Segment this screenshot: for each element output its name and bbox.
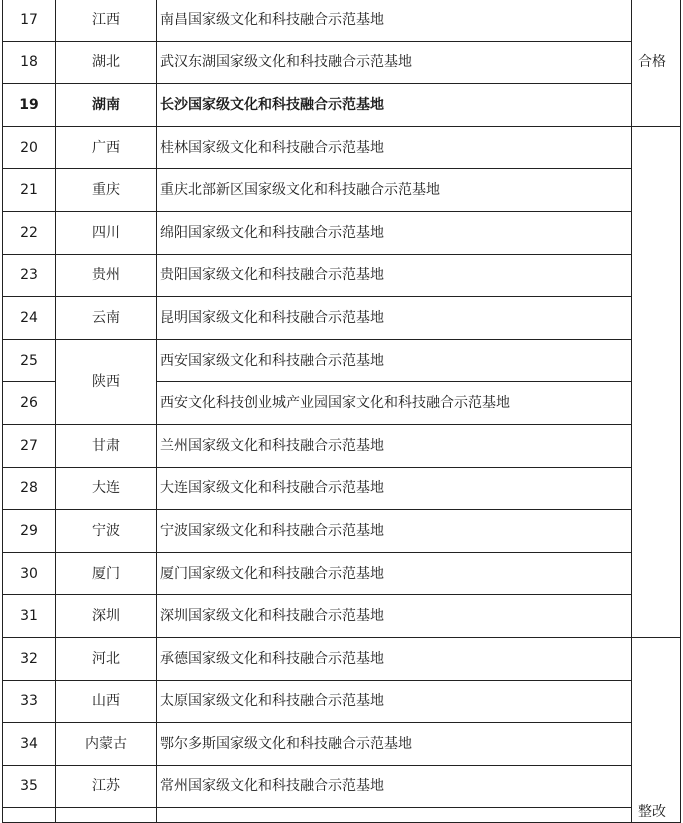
row-number: 34 — [3, 723, 56, 766]
base-name-cell: 西安国家级文化和科技融合示范基地 — [157, 339, 632, 382]
table-row — [3, 552, 681, 595]
table-row — [3, 84, 681, 127]
row-number: 21 — [3, 169, 56, 212]
result-pass-cell: 合格 — [632, 0, 681, 126]
province-cell: 重庆 — [56, 169, 157, 212]
province-cell: 江西 — [56, 0, 157, 41]
base-name-cell: 贵阳国家级文化和科技融合示范基地 — [157, 254, 632, 297]
row-number: 29 — [3, 510, 56, 553]
table-row — [3, 126, 681, 169]
base-name-cell: 太原国家级文化和科技融合示范基地 — [157, 680, 632, 723]
table-row — [3, 723, 681, 766]
row-number: 22 — [3, 211, 56, 254]
base-name-cell — [157, 808, 632, 823]
table-row — [3, 254, 681, 297]
province-cell: 厦门 — [56, 552, 157, 595]
base-name-cell: 宁波国家级文化和科技融合示范基地 — [157, 510, 632, 553]
base-name-cell: 兰州国家级文化和科技融合示范基地 — [157, 424, 632, 467]
province-cell — [56, 808, 157, 823]
row-number: 23 — [3, 254, 56, 297]
province-cell: 山西 — [56, 680, 157, 723]
base-name-cell: 鄂尔多斯国家级文化和科技融合示范基地 — [157, 723, 632, 766]
row-number: 30 — [3, 552, 56, 595]
province-cell: 云南 — [56, 297, 157, 340]
base-name-cell: 昆明国家级文化和科技融合示范基地 — [157, 297, 632, 340]
result-pass-continued-cell — [632, 126, 681, 637]
table-row — [3, 637, 681, 680]
table-row — [3, 424, 681, 467]
base-name-cell: 武汉东湖国家级文化和科技融合示范基地 — [157, 41, 632, 84]
base-name-cell: 重庆北部新区国家级文化和科技融合示范基地 — [157, 169, 632, 212]
table-row — [3, 339, 681, 382]
demonstration-base-table — [2, 0, 681, 823]
province-cell: 贵州 — [56, 254, 157, 297]
base-name-cell: 承德国家级文化和科技融合示范基地 — [157, 637, 632, 680]
table-row — [3, 297, 681, 340]
row-number: 25 — [3, 339, 56, 382]
base-name-cell: 大连国家级文化和科技融合示范基地 — [157, 467, 632, 510]
base-name-cell: 西安文化科技创业城产业园国家文化和科技融合示范基地 — [157, 382, 632, 425]
table-row — [3, 595, 681, 638]
base-name-cell: 长沙国家级文化和科技融合示范基地 — [157, 84, 632, 127]
row-number: 35 — [3, 765, 56, 808]
province-cell: 四川 — [56, 211, 157, 254]
province-cell: 陕西 — [56, 339, 157, 424]
province-cell: 内蒙古 — [56, 723, 157, 766]
base-name-cell: 常州国家级文化和科技融合示范基地 — [157, 765, 632, 808]
province-cell: 湖北 — [56, 41, 157, 84]
row-number: 26 — [3, 382, 56, 425]
row-number: 20 — [3, 126, 56, 169]
table-row — [3, 765, 681, 808]
row-number: 27 — [3, 424, 56, 467]
base-name-cell: 深圳国家级文化和科技融合示范基地 — [157, 595, 632, 638]
row-number: 24 — [3, 297, 56, 340]
row-number: 28 — [3, 467, 56, 510]
province-cell: 江苏 — [56, 765, 157, 808]
table-row — [3, 680, 681, 723]
table-row — [3, 0, 681, 41]
base-name-cell: 厦门国家级文化和科技融合示范基地 — [157, 552, 632, 595]
province-cell: 湖南 — [56, 84, 157, 127]
province-cell: 深圳 — [56, 595, 157, 638]
row-number: 17 — [3, 0, 56, 41]
province-cell: 大连 — [56, 467, 157, 510]
province-cell: 宁波 — [56, 510, 157, 553]
province-cell: 河北 — [56, 637, 157, 680]
table-row — [3, 41, 681, 84]
row-number: 32 — [3, 637, 56, 680]
province-cell: 甘肃 — [56, 424, 157, 467]
table-row — [3, 211, 681, 254]
table-row — [3, 467, 681, 510]
row-number: 33 — [3, 680, 56, 723]
table-row — [3, 169, 681, 212]
table-row — [3, 510, 681, 553]
row-number — [3, 808, 56, 823]
row-number: 19 — [3, 84, 56, 127]
province-cell: 广西 — [56, 126, 157, 169]
row-number: 18 — [3, 41, 56, 84]
row-number: 31 — [3, 595, 56, 638]
base-name-cell: 桂林国家级文化和科技融合示范基地 — [157, 126, 632, 169]
base-name-cell: 绵阳国家级文化和科技融合示范基地 — [157, 211, 632, 254]
table-row-cut — [3, 808, 681, 823]
base-name-cell: 南昌国家级文化和科技融合示范基地 — [157, 0, 632, 41]
result-rectify-cell: 整改 — [632, 637, 681, 822]
